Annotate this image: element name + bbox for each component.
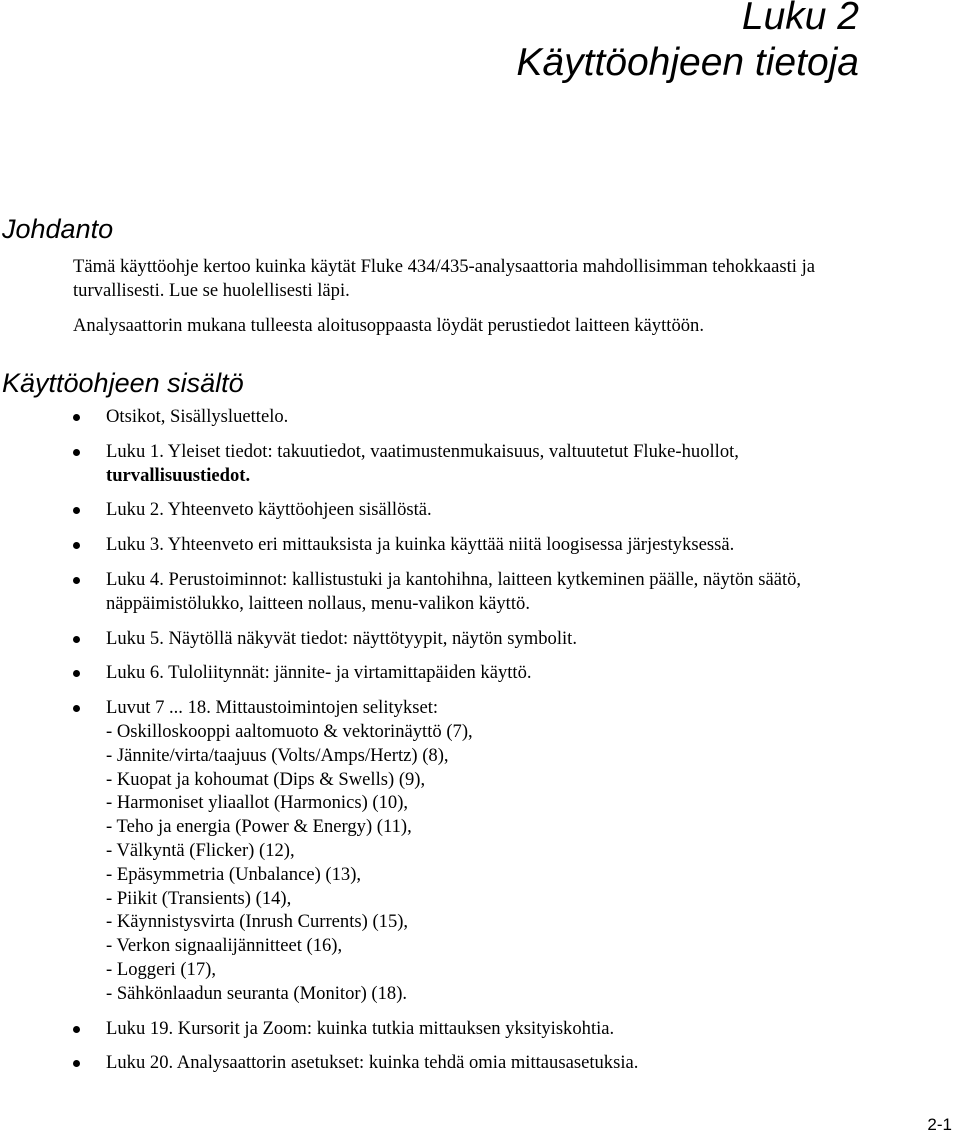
list-item-text: Luku 4. Perustoiminnot: kallistustuki ja kantohihna, laitteen kytkeminen päälle, näytön säätö, näppäimistölukko, laitteen nollaus, menu-valikon käyttö. (106, 568, 802, 614)
bullet-icon (73, 414, 80, 421)
chapter-title: Käyttöohjeen tietoja (516, 41, 859, 84)
list-item-text: Luku 19. Kursorit ja Zoom: kuinka tutkia mittauksen yksityiskohtia. (106, 1017, 615, 1039)
contents-heading: Käyttöohjeen sisältö (2, 368, 244, 398)
list-item (0, 405, 880, 429)
sub-item: - Jännite/virta/taajuus (Volts/Amps/Hertz) (8), (106, 744, 449, 766)
contents-list (0, 405, 880, 1086)
list-item-text: Luvut 7 ... 18. Mittaustoimintojen selitykset: (106, 697, 439, 719)
intro-paragraph: Analysaattorin mukana tulleesta aloitusoppaasta löydät perustiedot laitteen käyttöön. (73, 315, 704, 336)
list-item (0, 533, 880, 557)
list-item-text: Luku 2. Yhteenveto käyttöohjeen sisällöstä. (106, 499, 432, 521)
list-item-text: Luku 6. Tuloliitynnät: jännite- ja virtamittapäiden käyttö. (106, 662, 532, 684)
bullet-icon (73, 1026, 80, 1033)
bullet-icon (73, 670, 80, 677)
list-item (0, 627, 880, 651)
list-item-bold-text: turvallisuustiedot. (106, 464, 251, 486)
list-item-text: Luku 5. Näytöllä näkyvät tiedot: näyttötyypit, näytön symbolit. (106, 627, 577, 649)
sub-item: - Sähkönlaadun seuranta (Monitor) (18). (106, 982, 408, 1004)
list-item (0, 498, 880, 522)
list-item (0, 696, 880, 1005)
sub-item: - Välkyntä (Flicker) (12), (106, 839, 295, 861)
bullet-icon (73, 507, 80, 514)
sub-item: - Teho ja energia (Power & Energy) (11), (106, 816, 412, 838)
chapter-header (516, 0, 859, 86)
list-item (0, 568, 826, 616)
list-item (0, 661, 880, 685)
sub-item: - Oskilloskooppi aaltomuoto & vektorinäyttö (7), (106, 720, 473, 742)
sub-item: - Epäsymmetria (Unbalance) (13), (106, 863, 362, 885)
bullet-icon (73, 1060, 80, 1067)
sub-item: - Piikit (Transients) (14), (106, 887, 292, 909)
bullet-icon (73, 542, 80, 549)
list-item-text: Luku 20. Analysaattorin asetukset: kuinka tehdä omia mittausasetuksia. (106, 1052, 639, 1074)
list-item-text: Otsikot, Sisällysluettelo. (106, 406, 289, 427)
page-number: 2-1 (927, 1115, 952, 1134)
list-item (0, 1017, 880, 1041)
bullet-icon (73, 577, 80, 584)
intro-paragraph: Tämä käyttöohje kertoo kuinka käytät Fluke 434/435-analysaattoria mahdollisimman tehokkaasti ja turvallisesti. Lue se huolellisesti läpi. (73, 256, 816, 301)
list-item-text: Luku 1. Yleiset tiedot: takuutiedot, vaatimustenmukaisuus, valtuutetut Fluke-huollot, (106, 440, 739, 462)
sub-item: - Kuopat ja kohoumat (Dips & Swells) (9), (106, 768, 426, 790)
chapter-label: Luku 2 (741, 0, 859, 38)
sub-item: - Harmoniset yliaallot (Harmonics) (10), (106, 792, 409, 814)
sub-item: - Käynnistysvirta (Inrush Currents) (15), (106, 911, 409, 933)
sub-item: - Loggeri (17), (106, 958, 216, 980)
sub-item: - Verkon signaalijännitteet (16), (106, 935, 343, 957)
bullet-icon (73, 449, 80, 456)
list-item (0, 1051, 880, 1075)
bullet-icon (73, 705, 80, 712)
bullet-icon (73, 636, 80, 643)
list-item (0, 440, 880, 488)
list-item-text: Luku 3. Yhteenveto eri mittauksista ja kuinka käyttää niitä loogisessa järjestyksessä. (106, 534, 735, 556)
intro-heading: Johdanto (2, 214, 114, 244)
